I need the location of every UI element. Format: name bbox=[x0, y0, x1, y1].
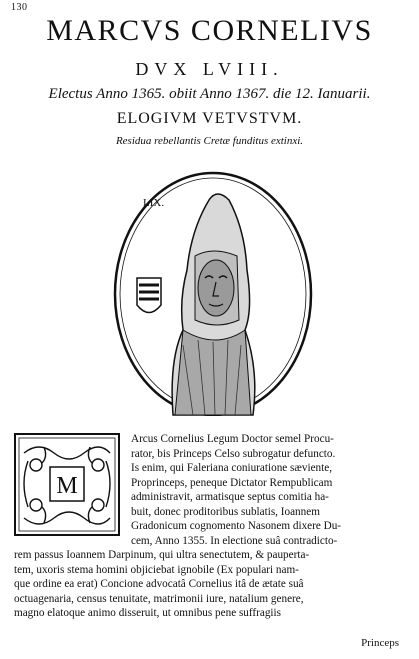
portrait-engraving bbox=[113, 170, 313, 416]
body-line: rem passus Ioannem Darpinum, qui ultra senectutem, & pauperta- bbox=[14, 549, 310, 561]
body-line: buit, donec proditoribus sublatis, Ioannem bbox=[131, 505, 320, 518]
coat-of-arms-icon bbox=[137, 278, 161, 313]
body-line: tem, uxoris stema homini objiciebat ignobile (Ex populari nam- bbox=[14, 563, 299, 576]
body-line: Arcus Cornelius Legum Doctor semel Procu- bbox=[131, 433, 334, 445]
body-line: octuagenaria, census tenuitate, matrimonii iure, natalium genere, bbox=[14, 592, 304, 605]
catchword: Princeps bbox=[361, 637, 399, 649]
body-text bbox=[14, 432, 402, 621]
body-line: Gradonicum cognomento Nasonem dixere Du- bbox=[131, 520, 342, 532]
body-line: rator, bis Princeps Celso subrogatur defuncto. bbox=[131, 447, 336, 460]
body-line: cem, Anno 1355. In electione suâ contradicto- bbox=[131, 534, 338, 547]
portrait-label: LIX. bbox=[143, 197, 165, 209]
body-line: magno elatoque animo disseruit, ut omnibus pene suffragiis bbox=[14, 607, 282, 619]
page-title: MARCVS CORNELIVS bbox=[46, 14, 373, 47]
elogium-motto: Residua rebellantis Cretæ funditus extinxi. bbox=[115, 135, 304, 147]
page-number: 130 bbox=[11, 2, 28, 13]
body-line: que ordine ea erat) Concione advocatâ Cornelius itâ de ætate suâ bbox=[14, 578, 304, 590]
elogium-heading: ELOGIVM VETVSTVM. bbox=[116, 110, 303, 127]
body-line: Is enim, qui Faleriana coniuratione sæviente, bbox=[131, 462, 333, 474]
subtitle: DVX LVIII. bbox=[135, 59, 284, 79]
election-dates: Electus Anno 1365. obiit Anno 1367. die 12. Ianuarii. bbox=[48, 86, 371, 102]
initial-letter: M bbox=[56, 473, 78, 499]
body-line: administravit, armatisque septus comitia ha- bbox=[131, 491, 329, 503]
body-line: Proprinceps, peneque Dictator Rempublicam bbox=[131, 476, 333, 489]
